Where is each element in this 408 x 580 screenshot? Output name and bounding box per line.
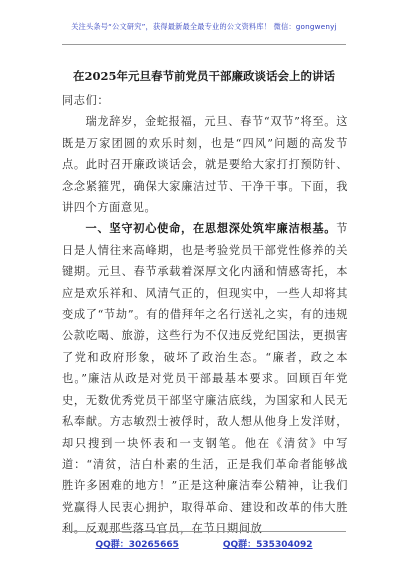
section-one-paragraph <box>62 218 348 539</box>
salutation: 同志们： <box>62 94 110 107</box>
header-banner: 关注头条号“公文研究”，获得最新最全最专业的公文资料库！ 微信：gongwenyj <box>71 22 337 31</box>
footer-qq-group-2: QQ群：535304092 <box>222 540 313 550</box>
section-one-heading: 一、坚守初心使命，在思想深处筑牢廉洁根基。 <box>85 221 337 236</box>
document-body <box>62 90 348 540</box>
section-one-text: 节日是人情往来高峰期，也是考验党员干部党性修养的关键期。元旦、春节承载着深厚文化内涵和情感寄托，本应是欢乐祥和、风清气正的，但现实中，一些人却将其变成了“节劫”。有的借拜年之名行送礼之实，有的违规公款吃喝、旅游，这些行为不仅违反党纪国法，更损害了党和政府形象，破坏了政治生态。“廉者，政之本也。”廉洁从政是对党员干部最基本要求。回顾百年党史，无数优秀党员干部坚守廉洁底线，为国家和人民无私奉献。方志敏烈士被俘时，敌人想从他身上发洋财，却只搜到一块怀表和一支钢笔。他在《清贫》中写道：“清贫，洁白朴素的生活，正是我们革命者能够战胜许多困难的地方！”正是这种廉洁奉公精神，让我们党赢得人民衷心拥护，取得革命、建设和改革的伟大胜利。反观那些落马官员，在节日期间放 <box>62 222 348 536</box>
footer <box>0 537 408 550</box>
intro-paragraph: 瑞龙辞岁，金蛇报福，元旦、春节“双节”将至。这既是万家团圆的欢乐时刻，也是“四风”问题的高发节点。此时召开廉政谈话会，就是要给大家打打预防针、念念紧箍咒，确保大家廉洁过节、干净干事。下面，我讲四个方面意见。 <box>62 115 348 215</box>
footer-divider <box>62 531 346 532</box>
footer-qq-group-1: QQ群：30265665 <box>95 540 179 550</box>
header-divider <box>62 44 346 45</box>
document-title: 在2025年元旦春节前党员干部廉政谈话会上的讲话 <box>72 69 335 83</box>
